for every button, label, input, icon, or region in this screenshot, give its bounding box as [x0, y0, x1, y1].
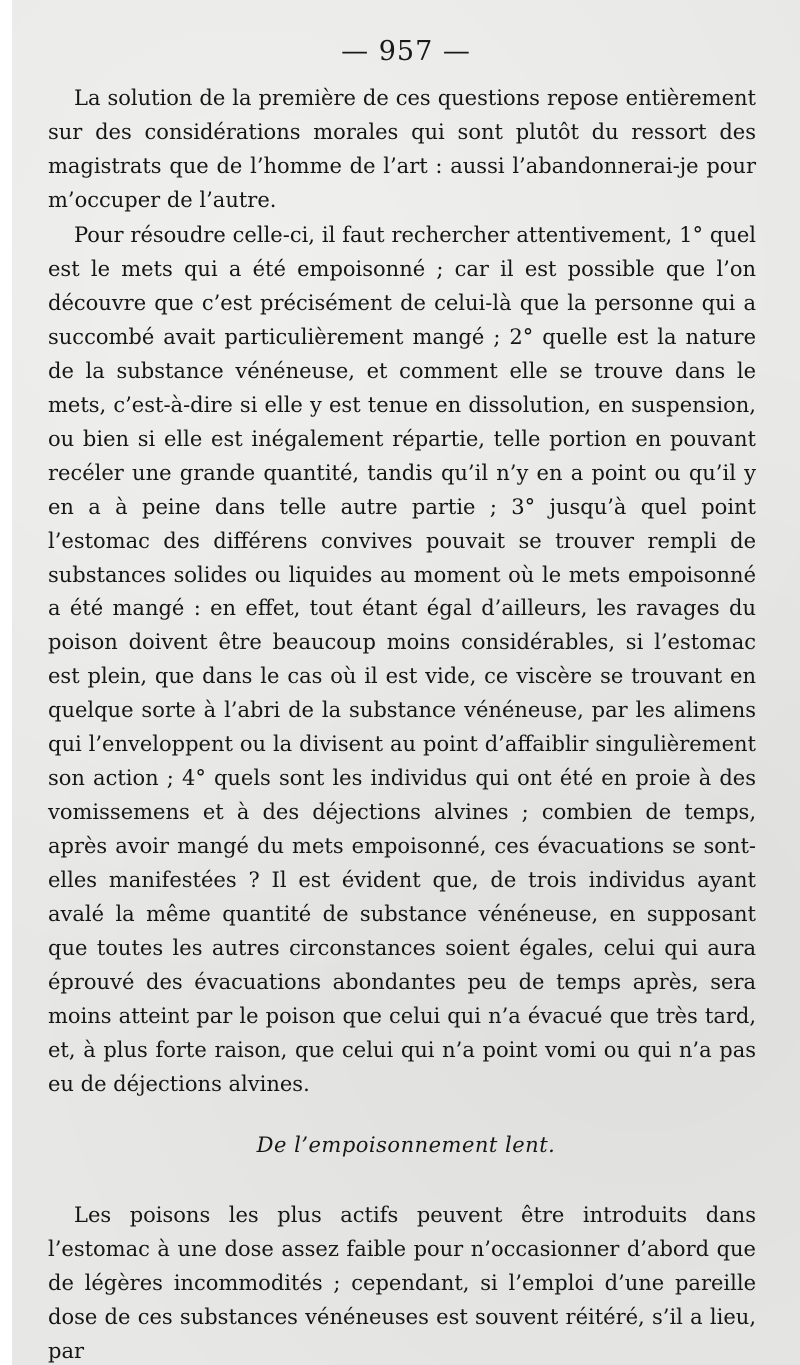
paragraph-3: Les poisons les plus actifs peuvent être introduits dans l’estomac à une dose assez faible pour n’occasionner d’abord que de légères incommodités ; cependant, si l’emploi d’une pareille dose de ces substances vénéneuses est souvent réitéré, s’il a lieu, par	[48, 1203, 756, 1363]
paragraph-3-block	[48, 1199, 756, 1365]
paragraph-2: Pour résoudre celle-ci, il faut rechercher attentivement, 1° quel est le mets qui a été empoisonné ; car il est possible que l’on découvre que c’est précisément de celui-là que la personne qui a succombé avait particulièrement mangé ; 2° quelle est la nature de la substance vénéneuse, et comment elle se trouve dans le mets, c’est-à-dire si elle y est tenue en dissolution, en suspension, ou bien si elle est inégalement répartie, telle portion en pouvant recéler une grande quantité, tandis qu’il n’y en a point ou qu’il y en a à peine dans telle autre partie ; 3° jusqu’à quel point l’estomac des différens convives pouvait se trouver rempli de substances solides ou liquides au moment où le mets empoisonné a été mangé : en effet, tout étant égal d’ailleurs, les ravages du poison doivent être beaucoup moins considérables, si l’estomac est plein, que dans le cas où il est vide, ce viscère se trouvant en quelque sorte à l’abri de la substance vénéneuse, par les alimens qui l’enveloppent ou la divisent au point d’affaiblir singulièrement son action ; 4° quels sont les individus qui ont été en proie à des vomissemens et à des déjections alvines ; combien de temps, après avoir mangé du mets empoisonné, ces évacuations se sont-elles manifestées ? Il est évident que, de trois individus ayant avalé la même quantité de substance vénéneuse, en supposant que toutes les autres circonstances soient égales, celui qui aura éprouvé des évacuations abondantes peu de temps après, sera moins atteint par le poison que celui qui n’a évacué que très tard, et, à plus forte raison, que celui qui n’a point vomi ou qui n’a pas eu de déjections alvines.	[48, 223, 756, 1096]
section-heading: De l’empoisonnement lent.	[256, 1133, 556, 1157]
book-page	[12, 0, 800, 1365]
paragraph-1: La solution de la première de ces questions repose entièrement sur des considérations morales qui sont plutôt du ressort des magistrats que de l’homme de l’art : aussi l’abandonnerai-je pour m’occuper de l’autre.	[48, 86, 756, 212]
page-number: — 957 —	[341, 36, 471, 67]
paragraph-1-block	[48, 82, 756, 218]
paragraph-2-block	[48, 219, 756, 1102]
